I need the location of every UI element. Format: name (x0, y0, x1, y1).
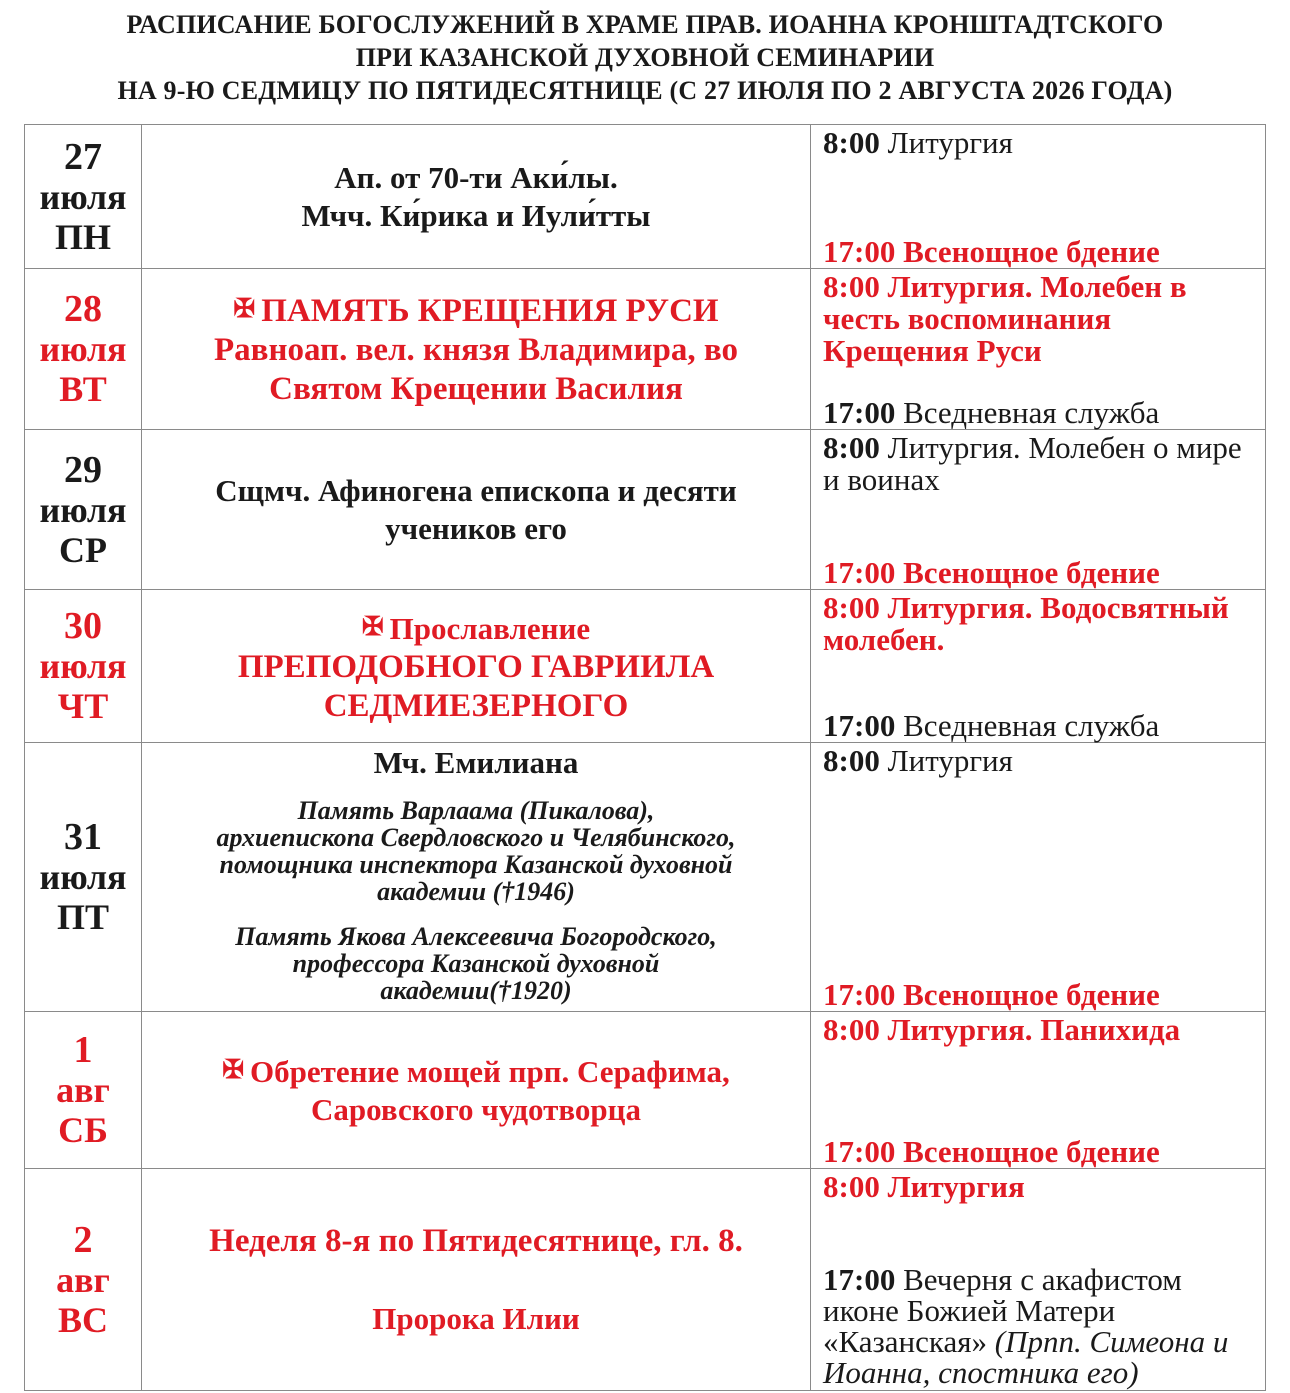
feast-cell (142, 590, 811, 743)
services-cell (811, 1012, 1266, 1169)
date-cell (25, 1169, 142, 1391)
service-time: 17:00 (823, 1134, 896, 1169)
day-weekday: СБ (58, 1110, 108, 1150)
feast-line: Равноап. вел. князя Владимира, во (214, 332, 738, 368)
day-number: 2 (73, 1218, 93, 1261)
service-time: 8:00 (823, 1012, 880, 1047)
service-text: Литургия (887, 1169, 1025, 1204)
day-number: 1 (73, 1029, 93, 1071)
services-cell (811, 743, 1266, 1012)
service-time: 17:00 (823, 234, 896, 269)
feast-line: Святом Крещении Василия (269, 371, 683, 407)
feast-subtitle: Пророка Илии (372, 1300, 580, 1336)
evening-service (823, 710, 1257, 742)
date-cell (25, 269, 142, 430)
service-text: Литургия (887, 125, 1013, 160)
day-weekday: СР (59, 529, 107, 570)
service-text: Всенощное бдение (903, 977, 1160, 1012)
evening-service (823, 979, 1257, 1011)
service-time: 17:00 (823, 555, 896, 590)
table-row (25, 1012, 1266, 1169)
day-month: июля (39, 646, 127, 686)
feast-cell (142, 269, 811, 430)
service-text: Всенощное бдение (903, 555, 1160, 590)
day-weekday: ПТ (56, 897, 109, 937)
memory-line: Память Варлаама (Пикалова), (297, 796, 655, 825)
service-text: Всенощное бдение (903, 234, 1160, 269)
feast-cell (142, 430, 811, 590)
service-text: Вечерня с акафистом иконе Божией Матери «Казанская» (823, 1262, 1182, 1359)
service-text: Литургия (887, 743, 1013, 778)
day-number: 29 (64, 448, 102, 491)
memory-line: архиепископа Свердловского и Челябинского, (216, 823, 736, 852)
feast-line: Сщмч. Афиногена епископа и десяти (215, 472, 737, 508)
evening-service (823, 236, 1257, 268)
feast-line: учеников его (385, 510, 567, 546)
table-row (25, 1169, 1266, 1391)
header-line-2: ПРИ КАЗАНСКОЙ ДУХОВНОЙ СЕМИНАРИИ (355, 43, 935, 72)
morning-service (823, 127, 1257, 159)
morning-service (823, 745, 1257, 777)
morning-service (823, 1171, 1257, 1203)
day-month: авг (56, 1259, 110, 1300)
feast-line: ПРЕПОДОБНОГО ГАВРИИЛА (237, 648, 715, 685)
evening-service (823, 397, 1257, 429)
date-cell (25, 430, 142, 590)
morning-service (823, 592, 1257, 656)
page-header (0, 8, 1290, 107)
feast-cell (142, 125, 811, 269)
table-row (25, 430, 1266, 590)
feast-line: СЕДМИЕЗЕРНОГО (323, 687, 629, 724)
service-note: (Прпп. Симеона и Иоанна, спостника его) (823, 1324, 1229, 1390)
service-time: 8:00 (823, 743, 880, 778)
morning-service (823, 432, 1257, 496)
cross-icon: ✠ (361, 611, 384, 641)
feast-cell (142, 743, 811, 1012)
service-time: 17:00 (823, 708, 896, 743)
morning-service (823, 1014, 1257, 1046)
header-line-3: НА 9-Ю СЕДМИЦУ ПО ПЯТИДЕСЯТНИЦЕ (С 27 ИЮЛЯ ПО 2 АВГУСТА 2026 ГОДА) (117, 76, 1173, 105)
service-text: Литургия. Молебен в честь воспоминания Крещения Руси (823, 269, 1187, 368)
service-text: Литургия. Молебен о мире и воинах (823, 430, 1242, 497)
memory-line: академии (†1946) (377, 877, 575, 906)
feast-line: Ап. от 70-ти Аки́лы. (334, 159, 618, 195)
day-month: июля (39, 489, 127, 530)
feast-title: Мч. Емилиана (373, 745, 579, 780)
morning-service (823, 271, 1257, 367)
evening-service (823, 1136, 1257, 1168)
day-number: 31 (64, 816, 102, 858)
table-row (25, 269, 1266, 430)
day-weekday: ЧТ (57, 686, 109, 726)
feast-cell (142, 1012, 811, 1169)
memory-line: помощника инспектора Казанской духовной (219, 850, 733, 879)
memory-line: Память Якова Алексеевича Богородского, (235, 922, 717, 951)
cross-icon: ✠ (222, 1055, 244, 1084)
service-text: Вседневная служба (903, 708, 1160, 743)
table-row (25, 125, 1266, 269)
feast-line: Саровского чудотворца (311, 1092, 641, 1127)
service-time: 17:00 (823, 1262, 896, 1297)
day-month: авг (56, 1070, 110, 1110)
memory-line: академии(†1920) (380, 976, 572, 1005)
day-month: июля (39, 329, 127, 369)
date-cell (25, 1012, 142, 1169)
header-line-1: РАСПИСАНИЕ БОГОСЛУЖЕНИЙ В ХРАМЕ ПРАВ. ИОАННА КРОНШТАДТСКОГО (126, 10, 1164, 39)
evening-service (823, 1264, 1257, 1388)
day-weekday: ВС (57, 1299, 108, 1340)
service-time: 8:00 (823, 1169, 880, 1204)
cross-icon: ✠ (233, 294, 256, 323)
feast-title: Неделя 8-я по Пятидесятнице, гл. 8. (209, 1222, 743, 1259)
date-cell (25, 590, 142, 743)
day-number: 28 (64, 288, 102, 330)
service-text: Литургия. Панихида (887, 1012, 1181, 1047)
table-row (25, 743, 1266, 1012)
services-cell (811, 125, 1266, 269)
date-cell (25, 743, 142, 1012)
services-cell (811, 590, 1266, 743)
memory-line: профессора Казанской духовной (292, 949, 660, 978)
service-time: 17:00 (823, 977, 896, 1012)
service-time: 17:00 (823, 395, 896, 430)
feast-cell (142, 1169, 811, 1391)
service-time: 8:00 (823, 430, 880, 465)
day-number: 30 (64, 605, 102, 647)
service-time: 8:00 (823, 125, 880, 160)
services-cell (811, 430, 1266, 590)
service-text: Всенощное бдение (903, 1134, 1160, 1169)
service-text: Литургия. Водосвятный молебен. (823, 590, 1229, 657)
feast-line: Обретение мощей прп. Серафима, (250, 1054, 730, 1089)
schedule-table (24, 124, 1266, 1391)
feast-title: ПАМЯТЬ КРЕЩЕНИЯ РУСИ (261, 293, 719, 329)
table-row (25, 590, 1266, 743)
day-month: июля (39, 857, 127, 897)
service-text: Вседневная служба (903, 395, 1160, 430)
service-time: 8:00 (823, 590, 880, 625)
day-month: июля (39, 176, 127, 217)
date-cell (25, 125, 142, 269)
services-cell (811, 269, 1266, 430)
service-time: 8:00 (823, 269, 880, 304)
day-number: 27 (64, 135, 102, 178)
evening-service (823, 557, 1257, 589)
day-weekday: ПН (54, 216, 111, 257)
day-weekday: ВТ (59, 369, 107, 409)
services-cell (811, 1169, 1266, 1391)
feast-title: Прославление (389, 610, 591, 646)
feast-line: Мчч. Ки́рика и Иули́тты (301, 197, 651, 233)
